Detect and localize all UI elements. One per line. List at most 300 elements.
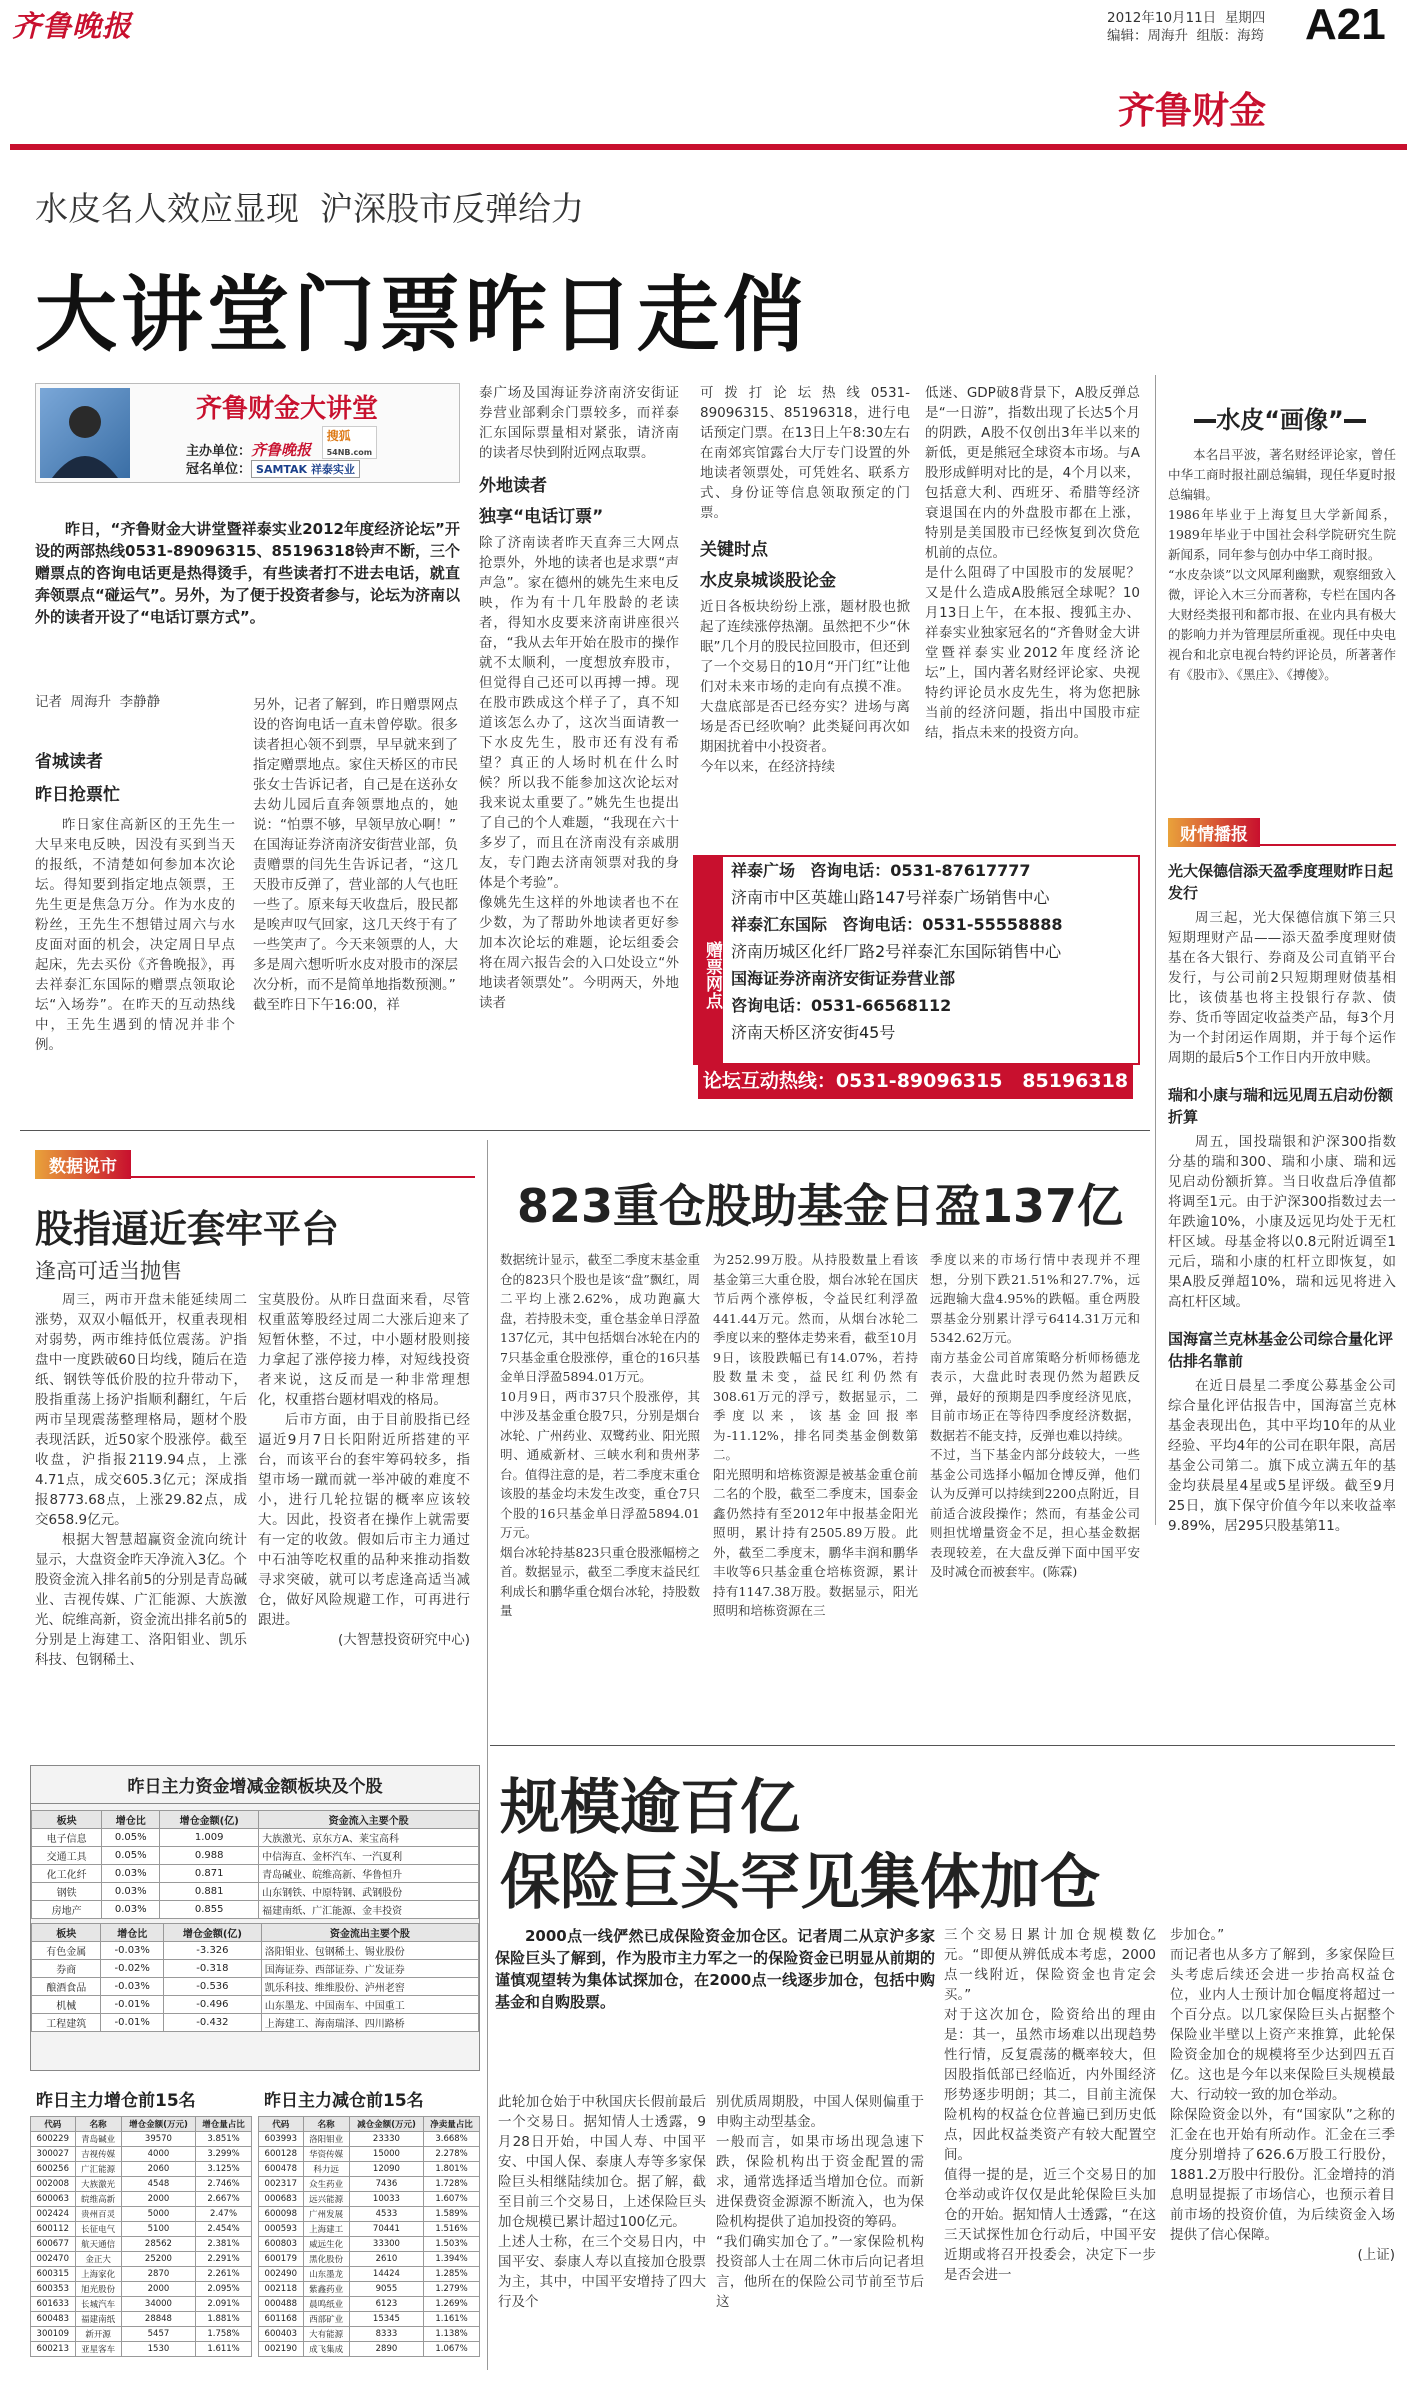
dec-head-1: 代码 [259, 2117, 304, 2132]
flow-in-cell: 0.988 [160, 1847, 259, 1865]
inc-row [31, 2267, 252, 2282]
inc-row [31, 2252, 252, 2267]
inc-cell: 航天通信 [75, 2237, 121, 2252]
flow-out-cell: 机械 [32, 1996, 101, 2014]
dec-cell: 西部矿业 [303, 2312, 349, 2327]
dec-cell: 1.728% [424, 2177, 480, 2192]
dec-cell: 002317 [259, 2177, 304, 2192]
inc-head-2: 名称 [75, 2117, 121, 2132]
flow-in-cell: 电子信息 [32, 1829, 102, 1847]
dec-cell: 7436 [349, 2177, 423, 2192]
inc-cell: 300109 [31, 2327, 76, 2342]
top-dec-box [258, 2083, 480, 2357]
lead-col4b-text: 近日各板块纷纷上涨，题材股也掀起了连续涨停热潮。虽然把不少“休眠”几个月的股民拉回股市，但还到了一个交易日的10月“开门红”让他们对未来市场的走向有点摸不准。大盘底部是否已经夯实？进场与离场是否已经吹响？此类疑问再次如期困扰着中小投资者。 今年以来，在经济持续 [700, 599, 910, 775]
flow-in-cell: 0.03% [102, 1865, 160, 1883]
insure-headline-1: 规模逾百亿 [500, 1773, 800, 1843]
inc-cell: 1.611% [196, 2342, 252, 2357]
sponsor-logo [251, 460, 360, 478]
inc-row [31, 2282, 252, 2297]
flow-out-cell: 券商 [32, 1960, 101, 1978]
flow-out-row [32, 1960, 479, 1978]
point-1-phone: 咨询电话：0531-87617777 [810, 861, 1031, 880]
insure-headline-2: 保险巨头罕见集体加仓 [500, 1848, 1100, 1918]
forum-hotline: 论坛互动热线：0531-89096315 85196318 [698, 1063, 1133, 1099]
dec-row [259, 2132, 480, 2147]
dec-cell: 1.589% [424, 2207, 480, 2222]
market-p1: 周三，两市开盘未能延续周二涨势，双双小幅低开，权重表现相对弱势，两市维持低位震荡。沪指盘中一度跌破60日均线，随后在造纸、钢铁等低价股的拉升带动下，股指重荡上扬沪指顺利翻红，午后两市呈现震荡整理格局，题材个股表现活跃，近50家个股涨停。截至收盘，沪指报2119.94点，上涨4.71点，成交605.3亿元；深成指报8773.68点，上涨29.82点，成交658.9亿元。 [35, 1292, 247, 1528]
inc-head-4: 增仓量占比 [196, 2117, 252, 2132]
inc-cell: 1.758% [196, 2327, 252, 2342]
market-credit: (大智慧投资研究中心) [337, 1632, 470, 1648]
dec-row [259, 2192, 480, 2207]
dec-cell: 科力远 [303, 2162, 349, 2177]
dec-cell: 大有能源 [303, 2327, 349, 2342]
news-tag-bar [1168, 818, 1396, 846]
point-2-addr: 济南历城区化纤厂路2号祥泰汇东国际销售中心 [731, 942, 1062, 961]
dec-row [259, 2312, 480, 2327]
flow-in-cell: 0.881 [160, 1883, 259, 1901]
flow-in-cell: 0.03% [102, 1901, 160, 1919]
market-col-a [35, 1290, 247, 1670]
top-dec-table [258, 2116, 480, 2357]
inc-cell: 青岛碱业 [75, 2132, 121, 2147]
inc-cell: 601633 [31, 2297, 76, 2312]
flow-in-row [32, 1883, 479, 1901]
flow-in-cell: 青岛碱业、皖维高新、华鲁恒升 [259, 1865, 479, 1883]
dec-cell: 山东墨龙 [303, 2267, 349, 2282]
ad-title: 齐鲁财金大讲堂 [196, 394, 379, 424]
inc-cell: 2000 [121, 2282, 195, 2297]
lead-col3 [479, 383, 679, 1013]
dec-cell: 洛阳钼业 [303, 2132, 349, 2147]
flow-title: 昨日主力资金增减金额板块及个股 [31, 1766, 479, 1804]
inc-cell: 3.125% [196, 2162, 252, 2177]
dec-head-4: 净卖量占比 [424, 2117, 480, 2132]
top-inc-table [30, 2116, 252, 2357]
fund-col3: 季度以来的市场行情中表现并不理想，分别下跌21.51%和27.7%，远远跑输大盘4.95%的跌幅。重仓两股票基金分别累计浮亏6414.31万元和5342.62万元。 南方基金公司首席策略分析师杨德龙表示，大盘此时表现仍然为超跌反弹，最好的预期是四季度经济见底，目前市场正在等待四季度经济数据，数据若不能支持，反弹也难以持续。 不过，当下基金内部分歧较大，一些基金公司选择小幅加仓博反弹，他们认为反弹可以持续到2200点附近，目前适合波段操作；然而，有基金公司则担忧增量资金不足，担心基金数据表现较差，在大盘反弹下面中国平安及时减仓而被套牢。(陈霖) [930, 1252, 1140, 1579]
dec-cell: 1.607% [424, 2192, 480, 2207]
flow-in-cell: 化工化纤 [32, 1865, 102, 1883]
inc-cell: 002470 [31, 2252, 76, 2267]
news-tag: 财情播报 [1168, 818, 1260, 847]
inc-cell: 2.261% [196, 2267, 252, 2282]
inc-row [31, 2177, 252, 2192]
point-2-line [731, 911, 1136, 938]
left-col-divider [487, 1140, 488, 2370]
inc-cell: 2.454% [196, 2222, 252, 2237]
point-2-name: 祥泰汇东国际 [731, 915, 828, 934]
dec-row [259, 2342, 480, 2357]
dec-row [259, 2282, 480, 2297]
flow-out-cell: 有色金属 [32, 1942, 101, 1960]
lead-col4-text: 可拨打论坛热线0531-89096315、85196318，进行电话预定门票。在13日上午8:30左右在南郊宾馆露台大厅专门设置的外地读者领票处，可凭姓名、联系方式、身份证等信息领取预定的门票。 [700, 385, 910, 521]
flow-head-2: 增仓比 [102, 1811, 160, 1829]
point-3-addr: 济南天桥区济安街45号 [731, 1023, 896, 1042]
dec-cell: 23330 [349, 2132, 423, 2147]
flow-in-row [32, 1847, 479, 1865]
ad-sponsor-row [186, 458, 360, 478]
inc-cell: 吉视传媒 [75, 2147, 121, 2162]
inc-cell: 300027 [31, 2147, 76, 2162]
dec-cell: 8333 [349, 2327, 423, 2342]
ad-host-row [186, 426, 377, 460]
flow-in-row [32, 1865, 479, 1883]
flow-head2-2: 增仓比 [101, 1924, 164, 1942]
inc-row [31, 2162, 252, 2177]
dec-row [259, 2327, 480, 2342]
point-3-name: 国海证券济南济安街证券营业部 [731, 969, 956, 988]
inc-cell: 贵州百灵 [75, 2207, 121, 2222]
inc-row [31, 2342, 252, 2357]
inc-cell: 皖维高新 [75, 2192, 121, 2207]
inc-cell: 2000 [121, 2192, 195, 2207]
dec-cell: 2.278% [424, 2147, 480, 2162]
masthead-editor-line [1107, 24, 1264, 44]
lead-kicker: 水皮名人效应显现 沪深股市反弹给力 [35, 189, 584, 228]
inc-cell: 福建南纸 [75, 2312, 121, 2327]
inc-cell: 金正大 [75, 2252, 121, 2267]
dec-cell: 12090 [349, 2162, 423, 2177]
dec-row [259, 2252, 480, 2267]
lead-headline: 大讲堂门票昨日走俏 [35, 268, 810, 363]
newspaper-logo: 齐鲁晚报 [12, 9, 133, 43]
dec-cell: 1.279% [424, 2282, 480, 2297]
host-label: 主办单位： [186, 444, 252, 459]
flow-table-out [31, 1923, 479, 2032]
dec-cell: 广州发展 [303, 2207, 349, 2222]
lead-col5-text: 低迷、GDP破8背景下，A股反弹总是“一日游”，指数出现了长达5个月的阴跌，A股不仅创出3年半以来的新低，更是熊冠全球资本市场。与A股形成鲜明对比的是，4个月以来，包括意大利、西班牙、希腊等经济衰退国在内的外盘股市都在上涨，特别是美国股市已经恢复到次贷危机前的点位。 是什么阻碍了中国股市的发展呢？又是什么造成A股熊冠全球呢？10月13日上午，在本报、搜狐主办、祥泰实业独家冠名的“齐鲁财金大讲堂暨祥泰实业2012年度经济论坛”上，国内著名财经评论家、央视特约评论员水皮先生，将为您把脉当前的经济问题，指出中国股市症结，指点未来的投资方向。 [925, 385, 1140, 741]
dec-cell: 600179 [259, 2252, 304, 2267]
dec-row [259, 2297, 480, 2312]
market-p3: 宝莫股份。从昨日盘面来看，尽管权重蓝筹股经过周二大涨后迎来了短暂休整，不过，中小题材股则接力拿起了涨停接力棒，对短线投资者来说，这反而是一种非常理想化，权重搭台题材唱戏的格局。 [258, 1292, 470, 1408]
flow-in-cell: 0.03% [102, 1883, 160, 1901]
inc-row [31, 2297, 252, 2312]
flow-head-4: 资金流入主要个股 [259, 1811, 479, 1829]
inc-head-1: 代码 [31, 2117, 76, 2132]
ticket-points-list [731, 857, 1136, 1046]
inc-row [31, 2312, 252, 2327]
dec-cell: 10033 [349, 2192, 423, 2207]
inc-cell: 28848 [121, 2312, 195, 2327]
market-tag-bar [35, 1150, 475, 1178]
flow-in-cell: 0.871 [160, 1865, 259, 1883]
insure-col4-wrap [1170, 1925, 1395, 2265]
host-2-logo [322, 426, 378, 459]
news-1-title: 光大保德信添天盈季度理财昨日起发行 [1168, 862, 1394, 902]
insure-col3: 三个交易日累计加仓规模数亿元。“即便从辨低成本考虑，2000点一线附近，保险资金也肯定会买。” 对于这次加仓，险资给出的理由是：其一，虽然市场难以出现趋势性行情，反复震荡的概率较大，但因股指低部已经临近，内外围经济形势逐步明朗；其二，目前主流保险机构的权益仓位普遍已到历史低点，因此权益类资产有较大配置空间。 值得一提的是，近三个交易日的加仓举动或许仅仅是此轮保险巨头加仓的开始。据知情人士透露，“在这三天试探性加仓行动后，中国平安近期或将召开投委会，决定下一步是否会进一 [944, 1927, 1156, 2283]
sponsor-name: SAMTAK [256, 463, 308, 476]
inc-cell: 2.091% [196, 2297, 252, 2312]
lead-col3b-text: 除了济南读者昨天直奔三大网点抢票外，外地的读者也是求票“声声急”。家在德州的姚先生来电反映，作为有十几年股龄的老读者，得知水皮要来济南讲座很兴奋，“我从去年开始在股市的操作就不太顺利，一度想放弃股市，但觉得自己还可以再搏一搏。现在股市跌成这个样子了，真不知道该怎么办了，这次当面请教一下水皮先生，股市还有没有希望？真正的人场时机在什么时候？所以我不能参加这次论坛对我来说太重要了。”姚先生也提出了自己的个人难题，“我现在六十多岁了，而且在济南没有亲戚朋友，专门跑去济南领票对我的身体是个考验”。 像姚先生这样的外地读者也不在少数，为了帮助外地读者更好参加本次论坛的难题，论坛组委会将在周六报告会的入口处设立“外地读者领票处”。今明两天，外地读者 [479, 535, 679, 1011]
dec-cell: 15345 [349, 2312, 423, 2327]
news-2-body: 周五，国投瑞银和沪深300指数分基的瑞和300、瑞和小康、瑞和远见启动份额折算。当日收盘后净值都将调至1元。由于沪深300指数过去一年跌逾10%，小康及远见均处于无杠杆区域。母基金将以0.8元附近调至1元后，瑞和小康的杠杆立即恢复，如果A股反弹超10%，瑞和远见将进入高杠杆区域。 [1168, 1134, 1396, 1310]
inc-cell: 长征电气 [75, 2222, 121, 2237]
inc-cell: 长城汽车 [75, 2297, 121, 2312]
dec-cell: 2890 [349, 2342, 423, 2357]
inc-cell: 600229 [31, 2132, 76, 2147]
market-subhead: 逢高可适当抛售 [35, 1259, 182, 1283]
insure-col4: 步加仓。” 而记者也从多方了解到，多家保险巨头考虑后续还会进一步抬高权益仓位，业内人士预计加仓幅度将超过一个百分点。以几家保险巨头占据整个保险业半壁以上资产来推算，此轮保险资金加仓的规模将至少达到四五百亿。这也是今年以来保险巨头规模最大、行动较一致的加仓举动。 除保险资金以外，有“国家队”之称的汇金在也开始有所动作。汇金在三季度分别增持了626.6万股工行股份，1881.2万股中行股份。汇金增持的消息明显提振了市场信心，也预示着目前市场的投资价值，为后续资金入场提供了信心保障。 [1170, 1927, 1395, 2243]
flow-out-cell: -0.01% [101, 2014, 164, 2032]
dec-cell: 威远生化 [303, 2237, 349, 2252]
dec-head-3: 减仓金额(万元) [349, 2117, 423, 2132]
inc-cell: 4548 [121, 2177, 195, 2192]
layout-credit: 组版：海筠 [1196, 28, 1265, 44]
dec-cell: 华资传媒 [303, 2147, 349, 2162]
flow-out-cell: -0.536 [164, 1978, 262, 1996]
inc-cell: 2.095% [196, 2282, 252, 2297]
ticket-points-box [693, 855, 1140, 1065]
sidebar-title-text: 水皮“画像” [1216, 406, 1344, 434]
inc-cell: 28562 [121, 2237, 195, 2252]
flow-out-cell: -0.01% [101, 1996, 164, 2014]
dec-cell: 黑化股份 [303, 2252, 349, 2267]
inc-cell: 2.291% [196, 2252, 252, 2267]
inc-row [31, 2237, 252, 2252]
header-rule [10, 144, 1407, 150]
market-headline: 股指逼近套牢平台 [35, 1207, 340, 1251]
dec-cell: 603993 [259, 2132, 304, 2147]
flow-out-cell: 上海建工、海南瑞泽、四川路桥 [261, 2014, 478, 2032]
dec-cell: 6123 [349, 2297, 423, 2312]
flow-out-cell: -0.432 [164, 2014, 262, 2032]
insure-col2: 别优质周期股，中国人保则偏重于申购主动型基金。 一般而言，如果市场出现急速下跌，保险机构出于资金配置的需求，通常选择适当增加仓位。而新进保费资金源源不断流入，也为保险机构提供了追加投资的筹码。 “我们确实加仓了。”一家保险机构投资部人士在周二休市后向记者坦言，他所在的保险公司节前至节后这 [716, 2094, 924, 2310]
flow-in-row [32, 1901, 479, 1919]
flow-head2-3: 增仓金额(亿) [164, 1924, 262, 1942]
dec-cell: 15000 [349, 2147, 423, 2162]
inc-cell: 600063 [31, 2192, 76, 2207]
inc-cell: 广汇能源 [75, 2162, 121, 2177]
dec-cell: 3.668% [424, 2132, 480, 2147]
sub3: 关键时点 [700, 540, 768, 560]
inc-cell: 4000 [121, 2147, 195, 2162]
market-tag: 数据说市 [35, 1150, 131, 1179]
flow-in-cell: 大族激光、京东方A、莱宝高科 [259, 1829, 479, 1847]
dec-cell: 600098 [259, 2207, 304, 2222]
dec-cell: 1.067% [424, 2342, 480, 2357]
flow-out-row [32, 1996, 479, 2014]
flow-in-cell: 钢铁 [32, 1883, 102, 1901]
editor: 编辑：周海升 [1107, 28, 1188, 44]
fund-col2: 为252.99万股。从持股数量上看该基金第三大重仓股，烟台冰轮在国庆节后两个涨停板，令益民红利浮盈441.44万元。然而，从烟台冰轮二季度以来的整体走势来看，截至10月9日，该股跌幅已有14.07%，若持股数量未变，益民红利仍然有308.61万元的浮亏，数据显示，二季度以来，该基金回报率为-11.12%，排名同类基金倒数第二。 阳光照明和培栋资源是被基金重仓前二名的个股，截至二季度末，国泰金鑫仍然持有至2012年中报基金阳光照明，累计持有2505.89万股。此外，截至二季度末，鹏华丰润和鹏华丰收等6只基金重仓培栋资源，累计持有1147.38万股。数据显示，阳光照明和培栋资源在三 [713, 1252, 918, 1618]
inc-cell: 600256 [31, 2162, 76, 2177]
inc-cell: 25200 [121, 2252, 195, 2267]
insure-lead: 2000点一线俨然已成保险资金加仓区。记者周二从京沪多家保险巨头了解到，作为股市主力军之一的保险资金已明显从前期的谨慎观望转为集体试探加仓，在2000点一线逐步加仓，包括中购基金和自购股票。 [495, 1927, 935, 2011]
flow-out-cell: 国海证券、西部证券、广发证券 [261, 1960, 478, 1978]
inc-row [31, 2222, 252, 2237]
dec-cell: 000593 [259, 2222, 304, 2237]
masthead-date-line [1107, 6, 1265, 26]
dec-cell: 上海建工 [303, 2222, 349, 2237]
market-p4: 后市方面，由于目前股指已经逼近9月7日长阳附近所搭建的平台，而该平台的套牢筹码较多，指望市场一蹴而就一举冲破的难度不小，进行几轮拉锯的概率应该较大。因此，投资者在操作上就需要有一定的收敛。假如后市主力通过中石油等吃权重的品种来推动指数寻求突破，就可以考虑逢高适当减仓，做好风险规避工作，可再进行跟进。 [258, 1412, 470, 1628]
insure-credit: (上证) [1357, 2247, 1395, 2263]
host-2-sub: 54NB.com [326, 448, 373, 457]
inc-cell: 亚星客车 [75, 2342, 121, 2357]
dec-cell: 002190 [259, 2342, 304, 2357]
flow-in-cell: 0.05% [102, 1847, 160, 1865]
flow-out-cell: -0.03% [101, 1978, 164, 1996]
dec-cell: 1.516% [424, 2222, 480, 2237]
inc-cell: 2.746% [196, 2177, 252, 2192]
inc-cell: 上海家化 [75, 2267, 121, 2282]
dec-cell: 600478 [259, 2162, 304, 2177]
point-1-addr: 济南市中区英雄山路147号祥泰广场销售中心 [731, 888, 1050, 907]
inc-cell: 600315 [31, 2267, 76, 2282]
lead-col2-text: 另外，记者了解到，昨日赠票网点设的咨询电话一直未曾停歇。很多读者担心领不到票，早早就来到了指定赠票地点。家住天桥区的市民张女士告诉记者，自己是在送孙女去幼儿园后直奔领票地点的，她说：“怕票不够，早领早放心啊！” 在国海证券济南济安街营业部，负责赠票的闫先生告诉记者，“这几天股市反弹了，营业部的人气也旺一些了。原来每天收盘后，股民都是唉声叹气回家，这几天终于有了一些笑声了。今天来领票的人，大多是周六想听听水皮对股市的深层次分析，而不是简单地指数预测。” 截至昨日下午16:00，祥 [253, 697, 458, 1013]
inc-row [31, 2192, 252, 2207]
flow-out-cell: 山东墨龙、中国南车、中国重工 [261, 1996, 478, 2014]
market-p2: 根据大智慧超赢资金流向统计显示，大盘资金昨天净流入3亿。个股资金流入排名前5的分别是青岛碱业、吉视传媒、广汇能源、大族激光、皖维高新，资金流出排名前5的分别是上海建工、洛阳钼业、凯乐科技、包钢稀土、 [35, 1532, 247, 1668]
dec-row [259, 2237, 480, 2252]
dec-cell: 1.138% [424, 2327, 480, 2342]
inc-row [31, 2207, 252, 2222]
flow-in-cell: 福建南纸、广汇能源、金丰投资 [259, 1901, 479, 1919]
dec-row [259, 2207, 480, 2222]
dec-cell: 晨鸣纸业 [303, 2297, 349, 2312]
inc-cell: 大族激光 [75, 2177, 121, 2192]
sponsor-label: 冠名单位： [186, 462, 252, 477]
flow-out-cell: 酿酒食品 [32, 1978, 101, 1996]
sidebar-divider [1155, 375, 1156, 1525]
dec-row [259, 2147, 480, 2162]
dec-row [259, 2177, 480, 2192]
dec-cell: 4533 [349, 2207, 423, 2222]
inc-cell: 5457 [121, 2327, 195, 2342]
date: 2012年10月11日 [1107, 10, 1217, 26]
weekday: 星期四 [1224, 10, 1266, 26]
dec-cell: 600803 [259, 2237, 304, 2252]
top-inc-title: 昨日主力增仓前15名 [36, 2091, 196, 2111]
lead-col4 [700, 383, 910, 777]
flow-table-in [31, 1810, 479, 1919]
insure-rule [490, 1745, 1395, 1746]
inc-row [31, 2327, 252, 2342]
flow-in-cell: 山东钢铁、中原特钢、武钢股份 [259, 1883, 479, 1901]
dec-cell: 601168 [259, 2312, 304, 2327]
flow-head2-4: 资金流出主要个股 [261, 1924, 478, 1942]
market-col-b [258, 1290, 470, 1650]
inc-cell: 5100 [121, 2222, 195, 2237]
inc-cell: 002424 [31, 2207, 76, 2222]
news-3-title: 国海富兰克林基金公司综合量化评估排名靠前 [1168, 1330, 1394, 1370]
speaker-photo [40, 388, 130, 478]
host-1: 齐鲁晚报 [251, 441, 312, 459]
flow-table-box [30, 1765, 480, 2071]
sub2b: 独享“电话订票” [479, 507, 604, 527]
flow-out-row [32, 1978, 479, 1996]
inc-cell: 旭光股份 [75, 2282, 121, 2297]
flow-out-cell: -0.02% [101, 1960, 164, 1978]
inc-cell: 34000 [121, 2297, 195, 2312]
inc-cell: 600353 [31, 2282, 76, 2297]
insure-col1: 此轮加仓始于中秋国庆长假前最后一个交易日。据知情人士透露，9月28日开始，中国人寿、中国平安、中国人保、泰康人寿等多家保险巨头相继陆续加仓。据了解，截至目前三个交易日，上述保险巨头加仓规模已累计超过100亿元。 上述人士称，在三个交易日内，中国平安、泰康人寿以直接加仓股票为主，其中，中国平安增持了四大行及个 [498, 2094, 706, 2310]
dec-cell: 1.394% [424, 2252, 480, 2267]
news-list [1168, 860, 1396, 1536]
dec-cell: 000488 [259, 2297, 304, 2312]
dec-cell: 002118 [259, 2282, 304, 2297]
sub3b: 水皮泉城谈股论金 [700, 571, 836, 591]
sidebar-text: 本名吕平波，著名财经评论家，曾任中华工商时报社副总编辑，现任华夏时报总编辑。 1986年毕业于上海复旦大学新闻系，1989年毕业于中国社会科学院研究生院新闻系，同年参与创办中华工商时报。 “水皮杂谈”以文风犀利幽默，观察细致入微，评论入木三分而著称，专栏在国内各大财经类报刊和都市报、在业内具有极大的影响力并为管理层所重视。现任中央电视台和北京电视台特约评论员，所著著作有《股市》、《黑庄》、《搏傻》。 [1168, 447, 1396, 682]
inc-cell: 2870 [121, 2267, 195, 2282]
inc-cell: 39570 [121, 2132, 195, 2147]
inc-row [31, 2147, 252, 2162]
dec-row [259, 2162, 480, 2177]
inc-cell: 5000 [121, 2207, 195, 2222]
dec-cell: 紫鑫药业 [303, 2282, 349, 2297]
inc-cell: 3.299% [196, 2147, 252, 2162]
point-1-name: 祥泰广场 [731, 861, 796, 880]
lead-intro: 昨日，“齐鲁财金大讲堂暨祥泰实业2012年度经济论坛”开设的两部热线0531-89096315、85196318铃声不断，三个赠票点的咨询电话更是热得烫手，有些读者打不进去电话，就直奔领票点“碰运气”。另外，为了便于投资者参与，论坛为济南以外的读者开设了“电话订票方式”。 [35, 520, 460, 626]
host-2: 搜狐 [326, 429, 351, 443]
dec-cell: 远兴能源 [303, 2192, 349, 2207]
dec-cell: 33300 [349, 2237, 423, 2252]
top-dec-title: 昨日主力减仓前15名 [264, 2091, 424, 2111]
flow-out-cell: 凯乐科技、维维股份、泸州老窖 [261, 1978, 478, 1996]
sponsor-sub: 祥泰实业 [310, 463, 355, 476]
flow-out-cell: -0.03% [101, 1942, 164, 1960]
dec-cell: 002490 [259, 2267, 304, 2282]
news-2-title: 瑞和小康与瑞和远见周五启动份额折算 [1168, 1086, 1394, 1126]
flow-head-1: 板块 [32, 1811, 102, 1829]
dec-cell: 1.801% [424, 2162, 480, 2177]
news-3-body: 在近日晨星二季度公募基金公司综合量化评估报告中，国海富兰克林基金表现出色，其中平均10年的从业经验、平均4年的公司在职年限，高居基金公司第二。旗下成立满五年的基金均获晨星4星或5星评级。截至9月25日，旗下保守价值今年以来收益率9.89%，居295只股基第11。 [1168, 1378, 1396, 1534]
sub2: 外地读者 [479, 476, 547, 496]
flow-in-cell: 1.009 [160, 1829, 259, 1847]
inc-head-3: 增仓金额(万元) [121, 2117, 195, 2132]
dec-cell: 14424 [349, 2267, 423, 2282]
dec-cell: 600403 [259, 2327, 304, 2342]
point-2-phone: 咨询电话：0531-55558888 [842, 915, 1063, 934]
lead-byline: 记者 周海升 李静静 [35, 694, 161, 710]
inc-cell: 600213 [31, 2342, 76, 2357]
sub1: 省城读者 [35, 752, 103, 772]
lead-col1-text: 昨日家住高新区的王先生一大早来电反映，因没有买到当天的报纸，不清楚如何参加本次论坛。得知要到指定地点领票，王先生更是焦急万分。作为水皮的粉丝，王先生不想错过周六与水皮面对面的机会，决定周日早点起床，先去买份《齐鲁晚报》，再去祥泰汇东国际的赠票点领取论坛“入场券”。在昨天的互动热线中，王先生遇到的情况并非个例。 [35, 817, 235, 1053]
news-1-body: 周三起，光大保德信旗下第三只短期理财产品——添天盈季度理财债基在各大银行、券商及公司直销平台发行，与公司前2只短期理财债基相比，该债基也将主投银行存款、债券、货币等固定收益类产品，每3个月为一个封闭运作周期，并于每个运作周期的最后5个工作日内开放申赎。 [1168, 910, 1396, 1066]
dec-row [259, 2222, 480, 2237]
inc-cell: 1.881% [196, 2312, 252, 2327]
flow-in-cell: 0.05% [102, 1829, 160, 1847]
inc-cell: 1530 [121, 2342, 195, 2357]
flow-in-cell: 0.855 [160, 1901, 259, 1919]
dec-cell: 600128 [259, 2147, 304, 2162]
fund-col1: 数据统计显示，截至二季度末基金重仓的823只个股也是该“盘”飘红，周二平均上涨2.62%，成功跑赢大盘，若持股未变，重仓基金单日浮盈137亿元，其中包括烟台冰轮在内的7只基金重仓股涨停，重仓的16只基金单日浮盈5894.01万元。 10月9日，两市37只个股涨停，其中涉及基金重仓股7只，分别是烟台冰轮、广州药业、双鹭药业、阳光照明、通威新材、三峡水利和贵州茅台。值得注意的是，若二季度末重仓该股的基金均未发生改变，重仓7只个股的16只基金单日浮盈5894.01万元。 烟台冰轮持基823只重仓股涨幅榜之首。数据显示，截至二季度末益民红利成长和鹏华重仓烟台冰轮，持股数量 [500, 1252, 701, 1618]
section-title: 齐鲁财金 [1118, 89, 1266, 132]
inc-cell: 2060 [121, 2162, 195, 2177]
point-3-phone: 咨询电话：0531-66568112 [731, 996, 952, 1015]
flow-out-cell: -0.318 [164, 1960, 262, 1978]
dec-cell: 1.503% [424, 2237, 480, 2252]
forum-ad [35, 383, 460, 483]
flow-out-cell: 洛阳钼业、包钢稀土、锡业股份 [261, 1942, 478, 1960]
speaker-silhouette-icon [40, 388, 130, 478]
flow-head-3: 增仓金额(亿) [160, 1811, 259, 1829]
inc-cell: 600677 [31, 2237, 76, 2252]
inc-cell: 2.667% [196, 2192, 252, 2207]
flow-out-cell: -3.326 [164, 1942, 262, 1960]
top-inc-box [30, 2083, 252, 2357]
flow-in-cell: 交通工具 [32, 1847, 102, 1865]
dec-cell: 70441 [349, 2222, 423, 2237]
inc-cell: 3.851% [196, 2132, 252, 2147]
inc-cell: 2.381% [196, 2237, 252, 2252]
dec-cell: 000683 [259, 2192, 304, 2207]
sub1b: 昨日抢票忙 [35, 785, 120, 805]
lead-col3-text: 泰广场及国海证券济南济安街证券营业部剩余门票较多，而祥泰汇东国际票量相对紧张，请济南的读者尽快到附近网点取票。 [479, 385, 679, 461]
dec-cell: 1.285% [424, 2267, 480, 2282]
flow-in-cell: 中信海直、金杯汽车、一汽夏利 [259, 1847, 479, 1865]
inc-cell: 600483 [31, 2312, 76, 2327]
flow-out-row [32, 2014, 479, 2032]
